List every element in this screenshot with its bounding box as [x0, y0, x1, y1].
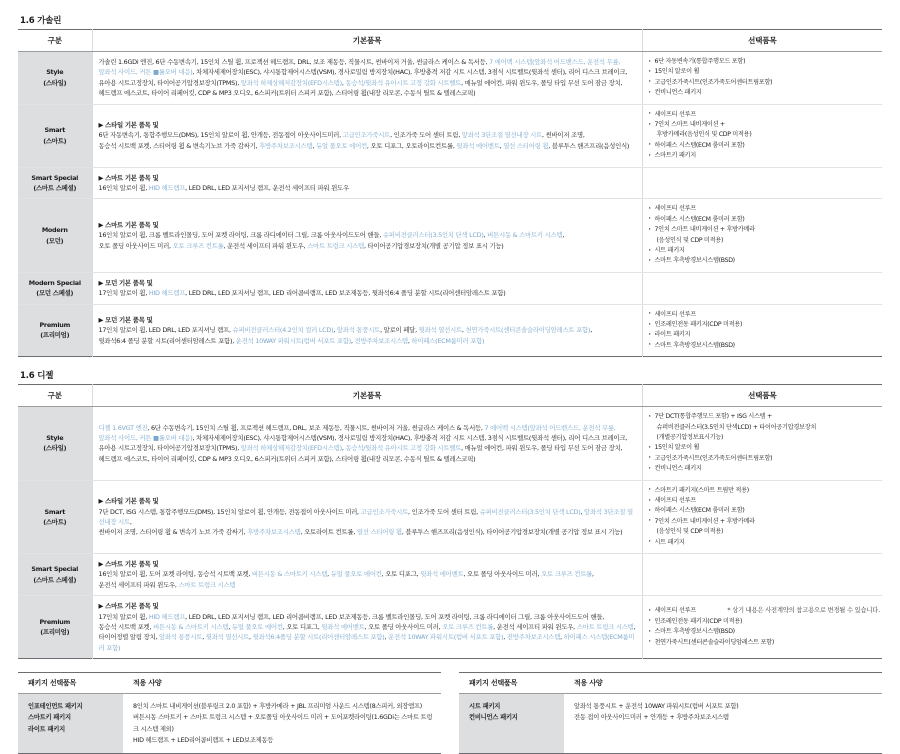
option-list-item[interactable]: · 하이패스 시스템(ECM 룸미러 포함): [649, 141, 877, 151]
grade-name-en: Smart: [44, 126, 66, 135]
grade-name-ko: (프리미엄): [40, 331, 70, 340]
option-list-item[interactable]: · 고급인조가죽시트(인조가죽도어센터트림포함): [649, 454, 877, 464]
basic-items-cell: [92, 554, 642, 596]
table-header-row: [18, 673, 441, 694]
package-right-head: [459, 673, 882, 694]
option-list-item[interactable]: · 세이프티 선루프: [649, 496, 877, 506]
option-list-item[interactable]: · 컨비니언스 패키지: [649, 88, 877, 98]
option-list-item[interactable]: · 스마트 후측방경보시스템(BSD): [649, 341, 877, 351]
option-items-cell: [642, 167, 882, 199]
package-left-body: [18, 694, 441, 754]
basic-item-line: 타이어정렬 알림 장치, 앞좌석 통풍시트, 뒷좌석 열선시트, 뒷좌석6:4폴딩 분할 시트(리어센터암레스트 포함), 운전석 10WAY 파워시트(럼버 서포트 포함), 전방주차보조시스템, 하이패스 시스템(ECM룸미러 포함): [98, 633, 635, 652]
option-items-cell: [642, 407, 882, 480]
package-spec-cell: [123, 694, 441, 754]
option-items-cell: [642, 104, 882, 167]
basic-items-cell: [92, 596, 642, 659]
package-name: 인포테인먼트 패키지: [28, 703, 83, 711]
gasoline-table-head: [18, 30, 882, 52]
col-header-basic: 기본품목: [92, 385, 642, 407]
option-item-continuation: 슈퍼비전클러스터(3.5인치 단색LCD) + 타이어공기압경보장치: [656, 423, 817, 431]
basic-items-cell: [92, 480, 642, 553]
package-right-body: [459, 694, 882, 754]
option-list-item[interactable]: · 라이트 패키지: [649, 330, 877, 340]
grade-cell: [18, 199, 92, 272]
option-list-item[interactable]: · 인조레인전동 패키지(CDP 미적용): [649, 320, 877, 330]
grade-name-ko: (스마트): [43, 517, 67, 526]
diesel-table-body: [18, 407, 882, 659]
grade-name-ko: (모던): [46, 236, 64, 245]
basic-item-line: 동승석 시트백 포켓, 버튼시동 & 스마트키 시스템, 듀얼 풀오토 에어컨, 오토 디포그, 뒷좌석 에어벤트, 오토 폴딩 아웃사이드 미러, 오토 크루즈 컨트롤, 운전석 세이프티 파워 윈도우, 스마트 트렁크 시스템,: [98, 622, 636, 631]
grade-name-en: Smart: [44, 507, 66, 516]
grade-name-en: Premium: [39, 321, 70, 330]
grade-name-en: Modern: [41, 226, 68, 235]
basic-items-cell: [92, 304, 642, 357]
grade-cell: [18, 554, 92, 596]
grade-name-ko: (스타일): [43, 444, 67, 453]
col-header-package-spec: 적용 사양: [564, 673, 882, 694]
option-list: [649, 57, 877, 99]
package-spec: 8인치 스마트 내비게이션(블루링크 2.0 포함) + 후방카메라 + JBL 프리미엄 사운드 시스템(8스피커, 외장앰프): [133, 703, 423, 711]
option-list-item[interactable]: · 스마트 후측방경보시스템(BSD): [649, 627, 877, 637]
basic-item-line: 썬바이저 조명, 스티어링 휠 & 변속기 노브 가죽 감싸기, 후방주차보조시스템, 오토라이트 컨트롤, 열선 스티어링 휠, 블루투스 핸즈프리(음성인식), 타이어공기압경보장치(개별 공기압 정보 표시 기능): [98, 528, 623, 537]
basic-item-line: 17인치 알로이 휠, LED DRL, LED 포지셔닝 램프, 슈퍼비전클러스터(4.2인치 컬러 LCD), 앞좌석 통풍시트, 알로이 페달, 뒷좌석 열선시트, 천연가죽시트(센터콘솔슬라이딩암레스트 포함),: [98, 326, 592, 335]
basic-items-lead: ▶ 스마트 기본 품목 및: [98, 560, 159, 569]
package-spec: 전동 접이 아웃사이드미러 + 안개등 + 후방주차보조시스템: [574, 714, 729, 722]
basic-item-line: 16인치 알로이 휠, HID 헤드램프, LED DRL, LED 포지셔닝 램프, 운전석 세이프티 파워 윈도우: [98, 184, 349, 193]
option-items-cell: [642, 52, 882, 105]
basic-item-line: 17인치 알로이 휠, HID 헤드램프, LED DRL, LED 포지셔닝 램프, LED 리어콤비램프, LED 보조제동등, 뒷좌석6:4 폴딩 분할 시트(리어센터암레스트 포함): [98, 289, 506, 298]
option-list-item[interactable]: · 7단 DCT(통합주행모드 포함) + ISG 시스템 + 슈퍼비전클러스터(3.5인치 단색LCD) + 타이어공기압경보장치 (개별공기압정보표시기능): [649, 412, 877, 443]
grade-name-ko: (스마트 스페셜): [33, 575, 77, 584]
basic-item-line: 오토 폴딩 아웃사이드 미러, 오토 크루즈 컨트롤, 운전석 세이프티 파워 윈도우, 스마트 트렁크 시스템, 타이어공기압경보장치(개별 공기압 정보 표시 기능): [98, 241, 504, 250]
col-header-grade: 구분: [18, 385, 92, 407]
col-header-basic: 기본품목: [92, 30, 642, 52]
col-header-grade: 구분: [18, 30, 92, 52]
package-name-cell: [18, 694, 123, 754]
package-table-left: [18, 672, 441, 754]
option-list-item[interactable]: · 세이프티 선루프: [649, 606, 877, 616]
basic-items-lead: ▶ 스마트 기본 품목 및: [98, 173, 159, 182]
option-list-item[interactable]: · 6단 자동변속기(통합주행모드 포함): [649, 57, 877, 67]
basic-item-line: 디젤 1.6VGT 엔진, 6단 수동변속기, 15인치 스틸 휠, 프로젝션 헤드램프, DRL, 보조 제동등, 직물시트, 썬바이저 거울, 썬글라스 케이스 & 독서등, 7 에어백 시스템(앞좌석 어드밴스드, 운전석 무릎,: [98, 423, 616, 432]
basic-item-line: 6단 자동변속기, 통합주행모드(DMS), 15인치 알로이 휠, 안개등, 전동접이 아웃사이드미러, 고급인조가죽시트, 인조가죽 도어 센터 트림, 앞좌석 3단조절 열선내장 시트, 썬바이저 조명,: [98, 131, 585, 140]
table-header-row: [18, 30, 882, 52]
grade-name-ko: (프리미엄): [40, 628, 70, 637]
diesel-spec-table: [18, 384, 882, 659]
basic-items-cell: [92, 52, 642, 105]
basic-items-cell: [92, 407, 642, 480]
gasoline-section-title: 1.6 가솔린: [20, 16, 62, 26]
option-list-item[interactable]: · 하이패스 시스템(ECM 룸미러 포함): [649, 215, 877, 225]
footnote-disclaimer: * 상기 내용은 사전계약의 참고용으로 변경될 수 있습니다.: [727, 607, 880, 614]
option-list: [649, 110, 877, 162]
table-row: [459, 694, 882, 754]
option-list-item[interactable]: · 컨비니언스 패키지: [649, 464, 877, 474]
grade-name-ko: (스타일): [43, 78, 67, 87]
option-item-continuation: (개별공기압정보표시기능): [656, 434, 724, 442]
table-row: [18, 52, 882, 105]
package-table-right: [459, 672, 882, 754]
basic-items-lead: ▶ 스마트 기본 품목 및: [98, 602, 159, 611]
option-list-item[interactable]: · 시트 패키지: [649, 246, 877, 256]
table-row: [18, 304, 882, 357]
option-list-item[interactable]: · 7인치 스마트 내비게이션 + 후방카메라(음성인식 및 CDP 미적용): [649, 120, 877, 141]
basic-item-line: 16인치 알로이 휠, 크롬 벨트라인몰딩, 도어 포켓 라이팅, 크롬 라디에이터 그릴, 크롬 아웃사이드도어 핸들, 슈퍼비전클러스터(3.5인치 단색 LCD), 버튼시동 & 스마트키 시스템,: [98, 231, 565, 240]
option-list-item[interactable]: · 천연가죽시트(센터콘솔슬라이딩암레스트 포함): [649, 638, 877, 648]
grade-cell: [18, 596, 92, 659]
basic-item-line: 유아용 시트고정장치, 타이어공기압경보장치(TPMS), 앞좌석 하체상해저감장치(EFD시스템), 동승석/뒷좌석 유아시트 고정 강화 시트벨트, 매뉴얼 에어컨, 파워 윈도우, 폴딩 타입 무선 도어 잠금 장치,: [98, 78, 623, 87]
basic-item-line: 동승석 시트백 포켓, 스티어링 휠 & 변속기노브 가죽 감싸기, 후방주차보조시스템, 듀얼 풀오토 에어컨, 오토 디포그, 오토라이트컨트롤, 뒷좌석 에어벤트, 열선 스티어링 휠, 블루투스 핸즈프리(음성인식): [98, 141, 630, 150]
option-list-item[interactable]: · 15인치 알로이 휠: [649, 67, 877, 77]
grade-name-en: Smart Special: [31, 565, 79, 574]
option-item-continuation: 후방카메라(음성인식 및 CDP 미적용): [656, 131, 752, 139]
grade-name-en: Style: [46, 434, 64, 443]
package-left-head: [18, 673, 441, 694]
basic-items-cell: [92, 272, 642, 304]
option-list: [649, 204, 877, 266]
option-list-item[interactable]: · 세이프티 선루프: [649, 204, 877, 214]
basic-item-line: 헤드램프 에스코트, 타이어 리페어킷, CDP & MP3 오디오, 6스피커(트위터 스피커 포함), 스티어링 휠(내장 리모콘, 수동식 틸트 & 텔레스코픽): [98, 89, 476, 98]
basic-items-cell: [92, 104, 642, 167]
basic-item-line: 운전석 세이프티 파워 윈도우, 스마트 트렁크 시스템: [98, 580, 236, 589]
option-items-cell: [642, 480, 882, 553]
basic-item-line: 16인치 알로이 휠, 도어 포켓 라이팅, 동승석 시트백 포켓, 버튼시동 & 스마트키 시스템, 듀얼 풀오토 에어컨, 오토 디포그, 뒷좌석 에어벤트, 오토 폴딩 아웃사이드 미러, 오토 크루즈 컨트롤,: [98, 570, 594, 579]
grade-name-en: Premium: [39, 617, 70, 626]
option-list-item[interactable]: · 세이프티 선루프: [649, 310, 877, 320]
basic-item-line: 뒷좌석6:4 폴딩 분할 시트(리어센터암레스트 포함), 운전석 10WAY 파워시트(럼버 서포트 포함), 전방주차보조시스템, 하이패스(ECM룸미러 포함): [98, 336, 485, 345]
package-name-cell: [459, 694, 564, 754]
gasoline-spec-table: [18, 29, 882, 357]
package-spec: HID 헤드램프 + LED리어콤비램프 + LED보조제동등: [133, 736, 274, 744]
package-tables-wrapper: [18, 672, 882, 754]
package-name: 시트 패키지: [469, 703, 501, 711]
package-spec: 버튼시동 스마트키 + 스마트 트렁크 시스템 + 오토폴딩 아웃사이드 미러 + 도어포켓라이팅(1.6GDi는 스마트 트렁크 시스템 제외): [133, 714, 433, 733]
grade-cell: [18, 407, 92, 480]
option-list: [649, 310, 877, 352]
grade-cell: [18, 104, 92, 167]
table-row: [18, 199, 882, 272]
basic-item-line: 앞좌석 사이드, 커튼 ■롤오버 대응), 차체자세제어장치(ESC), 샤시통합제어시스템(VSM), 경사로밀림 방지장치(HAC), 후방충격 저감 시트 시스템, 3점식 시트벨트(뒷좌석 센터), 리어 디스크 브레이크,: [98, 434, 628, 443]
basic-items-lead: ▶ 모던 기본 품목 및: [98, 278, 153, 287]
col-header-option: 선택품목: [642, 30, 882, 52]
basic-items-lead: ▶ 모던 기본 품목 및: [98, 315, 153, 324]
table-row: [18, 694, 441, 754]
basic-item-line: 헤드램프 에스코트, 타이어 리페어킷, CDP & MP3 오디오, 6스피커(트위터 스피커 포함), 스티어링 휠(내장 리모콘, 수동식 틸트 & 텔레스코픽): [98, 454, 476, 463]
col-header-option: 선택품목: [642, 385, 882, 407]
basic-items-cell: [92, 199, 642, 272]
grade-name-ko: (스마트 스페셜): [33, 184, 77, 193]
diesel-section-title: 1.6 디젤: [20, 371, 54, 382]
basic-items-lead: ▶ 스타일 기본 품목 및: [98, 121, 159, 130]
table-row: [18, 104, 882, 167]
table-row: [18, 480, 882, 553]
grade-cell: [18, 272, 92, 304]
option-list-item[interactable]: · 7인치 스마트 내비게이션 + 후방카메라 (음성인식 및 CDP 미적용): [649, 225, 877, 246]
basic-items-lead: ▶ 스마트 기본 품목 및: [98, 221, 159, 230]
grade-cell: [18, 304, 92, 357]
option-list-item[interactable]: · 시트 패키지: [649, 538, 877, 548]
gasoline-table-body: [18, 52, 882, 357]
table-row: [18, 272, 882, 304]
table-header-row: [459, 673, 882, 694]
package-name: 컨비니언스 패키지: [469, 714, 518, 722]
option-list-item[interactable]: · 15인치 알로이 휠: [649, 443, 877, 453]
grade-name-en: Style: [46, 68, 64, 77]
col-header-package-spec: 적용 사양: [123, 673, 441, 694]
option-items-cell: [642, 304, 882, 357]
basic-items-cell: [92, 167, 642, 199]
basic-item-line: 가솔린 1.6GDi 엔진, 6단 수동변속기, 15인치 스틸 휠, 프로젝션 헤드램프, DRL, 보조 제동등, 직물시트, 썬바이저 거울, 썬글라스 케이스 & 독서등, 7 에어백 시스템(앞좌석 어드밴스드, 운전석 무릎,: [98, 58, 621, 67]
basic-items-lead: ▶ 스타일 기본 품목 및: [98, 497, 159, 506]
grade-name-ko: (모던 스페셜): [36, 289, 74, 298]
option-list-item[interactable]: · 고급인조가죽시트(인조가죽도어센터트림포함): [649, 78, 877, 88]
option-list-item[interactable]: · 스마트 후측방경보시스템(BSD): [649, 256, 877, 266]
package-name: 스마트키 패키지: [28, 714, 71, 722]
table-row: [18, 167, 882, 199]
option-list: [649, 412, 877, 474]
option-item-continuation: (음성인식 및 CDP 미적용): [656, 528, 724, 536]
table-row: [18, 554, 882, 596]
basic-item-line: 앞좌석 사이드, 커튼 ■롤오버 대응), 차체자세제어장치(ESC), 샤시통합제어시스템(VSM), 경사로밀림 방지장치(HAC), 후방충격 저감 시트 시스템, 3점식 시트벨트(뒷좌석 센터), 리어 디스크 브레이크,: [98, 68, 628, 77]
option-item-continuation: (음성인식 및 CDP 미적용): [656, 236, 724, 244]
option-list-item[interactable]: · 7인치 스마트 내비게이션 + 후방카메라 (음성인식 및 CDP 미적용): [649, 517, 877, 538]
table-row: [18, 407, 882, 480]
option-items-cell: [642, 199, 882, 272]
basic-item-line: 7단 DCT, ISG 시스템, 통합주행모드(DMS), 15인치 알로이 휠, 안개등, 전동접이 아웃사이드 미러, 고급인조가죽시트, 인조가죽 도어 센터 트림, 슈퍼비전클러스터(3.5인치 단색 LCD), 앞좌석 3단조절 열선내장 시트,: [98, 507, 633, 526]
option-list-item[interactable]: · 스마트키 패키지: [649, 151, 877, 161]
grade-cell: [18, 480, 92, 553]
option-list-item[interactable]: · 인조레인전동 패키지(CDP 미적용): [649, 617, 877, 627]
basic-item-line: 17인치 알로이 휠, HID 헤드램프, LED DRL, LED 포지셔닝 램프, LED 리어콤비램프, LED 보조제동등, 크롬 벨트라인몰딩, 도어 포켓 라이팅, 크롬 라디에이터 그릴, 크롬 아웃사이드도어 핸들,: [98, 612, 605, 621]
option-list-item[interactable]: · 스마트키 패키지(스마트 트림만 적용): [649, 486, 877, 496]
grade-name-ko: (스마트): [43, 136, 67, 145]
option-list-item[interactable]: · 세이프티 선루프: [649, 110, 877, 120]
diesel-table-head: [18, 385, 882, 407]
grade-name-en: Modern Special: [28, 278, 81, 287]
table-header-row: [18, 385, 882, 407]
package-spec-cell: [564, 694, 882, 754]
package-name: 라이트 패키지: [28, 725, 65, 733]
option-list-item[interactable]: · 하이패스 시스템(ECM 룸미러 포함): [649, 506, 877, 516]
option-items-cell: [642, 272, 882, 304]
option-items-cell: [642, 554, 882, 596]
option-list: [649, 486, 877, 548]
col-header-package-name: 패키지 선택품목: [18, 673, 123, 694]
grade-name-en: Smart Special: [31, 173, 79, 182]
col-header-package-name: 패키지 선택품목: [459, 673, 564, 694]
grade-cell: [18, 52, 92, 105]
package-spec: 앞좌석 통풍시트 + 운전석 10WAY 파워시트(럼버 서포트 포함): [574, 703, 739, 711]
grade-cell: [18, 167, 92, 199]
basic-item-line: 유아용 시트고정장치, 타이어공기압경보장치(TPMS), 앞좌석 하체상해저감장치(EFD시스템), 동승석/뒷좌석 유아시트 고정 강화 시트벨트, 매뉴얼 에어컨, 파워 윈도우, 폴딩 타입 무선 도어 잠금 장치,: [98, 444, 623, 453]
